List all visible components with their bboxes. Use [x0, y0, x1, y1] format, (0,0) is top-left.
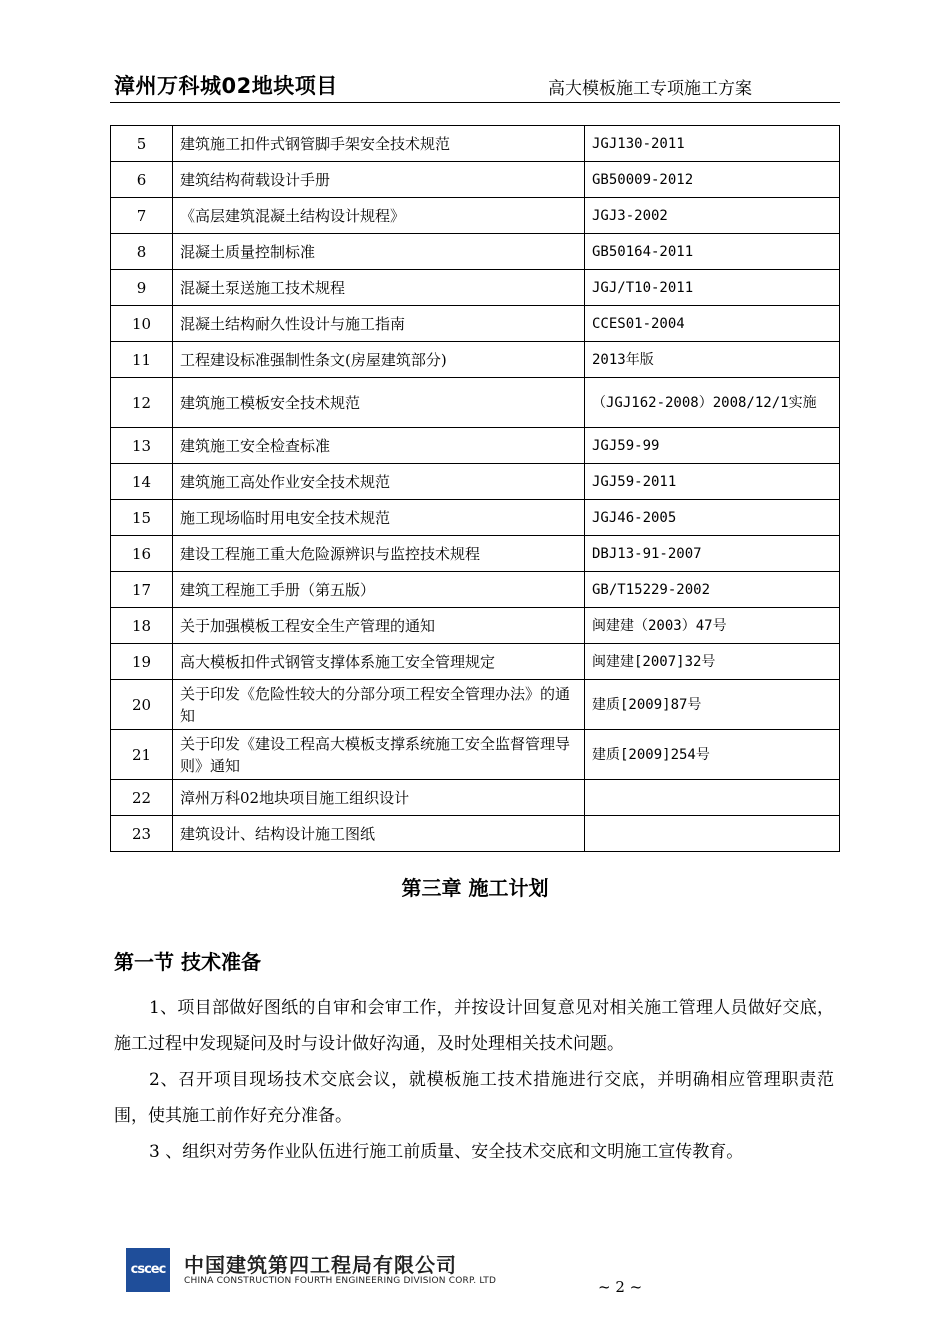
table-row: [111, 378, 840, 428]
standard-name: 高大模板扣件式钢管支撑体系施工安全管理规定: [173, 644, 585, 680]
table-row: [111, 428, 840, 464]
standard-name: 混凝土质量控制标准: [173, 234, 585, 270]
row-number: 5: [111, 126, 173, 162]
project-name: 漳州万科城02地块项目: [114, 74, 338, 98]
standard-name: 混凝土泵送施工技术规程: [173, 270, 585, 306]
company-name-en: CHINA CONSTRUCTION FOURTH ENGINEERING DIVISION CORP. LTD: [184, 1276, 497, 1286]
standard-code: JGJ/T10-2011: [585, 270, 840, 306]
row-number: 8: [111, 234, 173, 270]
standard-code: 闽建建（2003）47号: [585, 608, 840, 644]
row-number: 19: [111, 644, 173, 680]
standard-name: 关于印发《建设工程高大模板支撑系统施工安全监督管理导则》通知: [173, 730, 585, 780]
table-row: [111, 270, 840, 306]
row-number: 23: [111, 816, 173, 852]
row-number: 7: [111, 198, 173, 234]
row-number: 12: [111, 378, 173, 428]
table-row: [111, 306, 840, 342]
row-number: 13: [111, 428, 173, 464]
standard-name: 建筑施工安全检查标准: [173, 428, 585, 464]
standard-code: CCES01-2004: [585, 306, 840, 342]
standard-name: 工程建设标准强制性条文(房屋建筑部分): [173, 342, 585, 378]
table-row: [111, 730, 840, 780]
body-text: [114, 990, 834, 1170]
document-title: 高大模板施工专项施工方案: [548, 79, 752, 99]
table-row: [111, 500, 840, 536]
standard-name: 关于加强模板工程安全生产管理的通知: [173, 608, 585, 644]
table-row: [111, 162, 840, 198]
standard-name: 建筑设计、结构设计施工图纸: [173, 816, 585, 852]
header-divider: [110, 102, 840, 103]
standard-code: GB/T15229-2002: [585, 572, 840, 608]
table-row: [111, 680, 840, 730]
standard-name: 施工现场临时用电安全技术规范: [173, 500, 585, 536]
table-body: [111, 126, 840, 852]
company-name-cn: 中国建筑第四工程局有限公司: [184, 1253, 457, 1277]
row-number: 21: [111, 730, 173, 780]
table-row: [111, 816, 840, 852]
standard-name: 建筑施工高处作业安全技术规范: [173, 464, 585, 500]
standard-code: 建质[2009]87号: [585, 680, 840, 730]
table-row: [111, 342, 840, 378]
table-row: [111, 780, 840, 816]
table-row: [111, 608, 840, 644]
row-number: 20: [111, 680, 173, 730]
row-number: 6: [111, 162, 173, 198]
row-number: 16: [111, 536, 173, 572]
chapter-title: 第三章 施工计划: [401, 876, 549, 900]
table-row: [111, 198, 840, 234]
reference-standards-table: [110, 125, 840, 852]
standard-code: GB50009-2012: [585, 162, 840, 198]
row-number: 22: [111, 780, 173, 816]
standard-code: DBJ13-91-2007: [585, 536, 840, 572]
row-number: 10: [111, 306, 173, 342]
table-row: [111, 126, 840, 162]
page-number: ~ 2 ~: [598, 1278, 643, 1296]
standard-name: 《高层建筑混凝土结构设计规程》: [173, 198, 585, 234]
row-number: 14: [111, 464, 173, 500]
paragraph-1: 1、项目部做好图纸的自审和会审工作，并按设计回复意见对相关施工管理人员做好交底，施工过程中发现疑问及时与设计做好沟通，及时处理相关技术问题。: [114, 998, 834, 1054]
row-number: 11: [111, 342, 173, 378]
row-number: 17: [111, 572, 173, 608]
standard-name: 建设工程施工重大危险源辨识与监控技术规程: [173, 536, 585, 572]
row-number: 18: [111, 608, 173, 644]
standard-code: JGJ59-2011: [585, 464, 840, 500]
row-number: 15: [111, 500, 173, 536]
standard-code: JGJ130-2011: [585, 126, 840, 162]
standard-name: 建筑施工扣件式钢管脚手架安全技术规范: [173, 126, 585, 162]
paragraph-2: 2、召开项目现场技术交底会议，就模板施工技术措施进行交底，并明确相应管理职责范围，使其施工前作好充分准备。: [114, 1070, 834, 1126]
standard-code: 2013年版: [585, 342, 840, 378]
company-logo: cscec: [126, 1248, 170, 1292]
row-number: 9: [111, 270, 173, 306]
table-row: [111, 536, 840, 572]
standard-name: 建筑施工模板安全技术规范: [173, 378, 585, 428]
standard-code: JGJ3-2002: [585, 198, 840, 234]
table-row: [111, 572, 840, 608]
standard-code: [585, 780, 840, 816]
standard-code: （JGJ162-2008）2008/12/1实施: [585, 378, 840, 428]
table-row: [111, 644, 840, 680]
standard-code: JGJ59-99: [585, 428, 840, 464]
paragraph-3: 3 、组织对劳务作业队伍进行施工前质量、安全技术交底和文明施工宣传教育。: [149, 1142, 744, 1162]
standard-code: 闽建建[2007]32号: [585, 644, 840, 680]
standard-name: 漳州万科02地块项目施工组织设计: [173, 780, 585, 816]
standard-name: 建筑工程施工手册（第五版）: [173, 572, 585, 608]
standard-name: 混凝土结构耐久性设计与施工指南: [173, 306, 585, 342]
standard-name: 建筑结构荷载设计手册: [173, 162, 585, 198]
standard-code: GB50164-2011: [585, 234, 840, 270]
standard-name: 关于印发《危险性较大的分部分项工程安全管理办法》的通知: [173, 680, 585, 730]
standard-code: 建质[2009]254号: [585, 730, 840, 780]
standard-code: JGJ46-2005: [585, 500, 840, 536]
standard-code: [585, 816, 840, 852]
section-title: 第一节 技术准备: [114, 950, 261, 974]
table-row: [111, 234, 840, 270]
table-row: [111, 464, 840, 500]
